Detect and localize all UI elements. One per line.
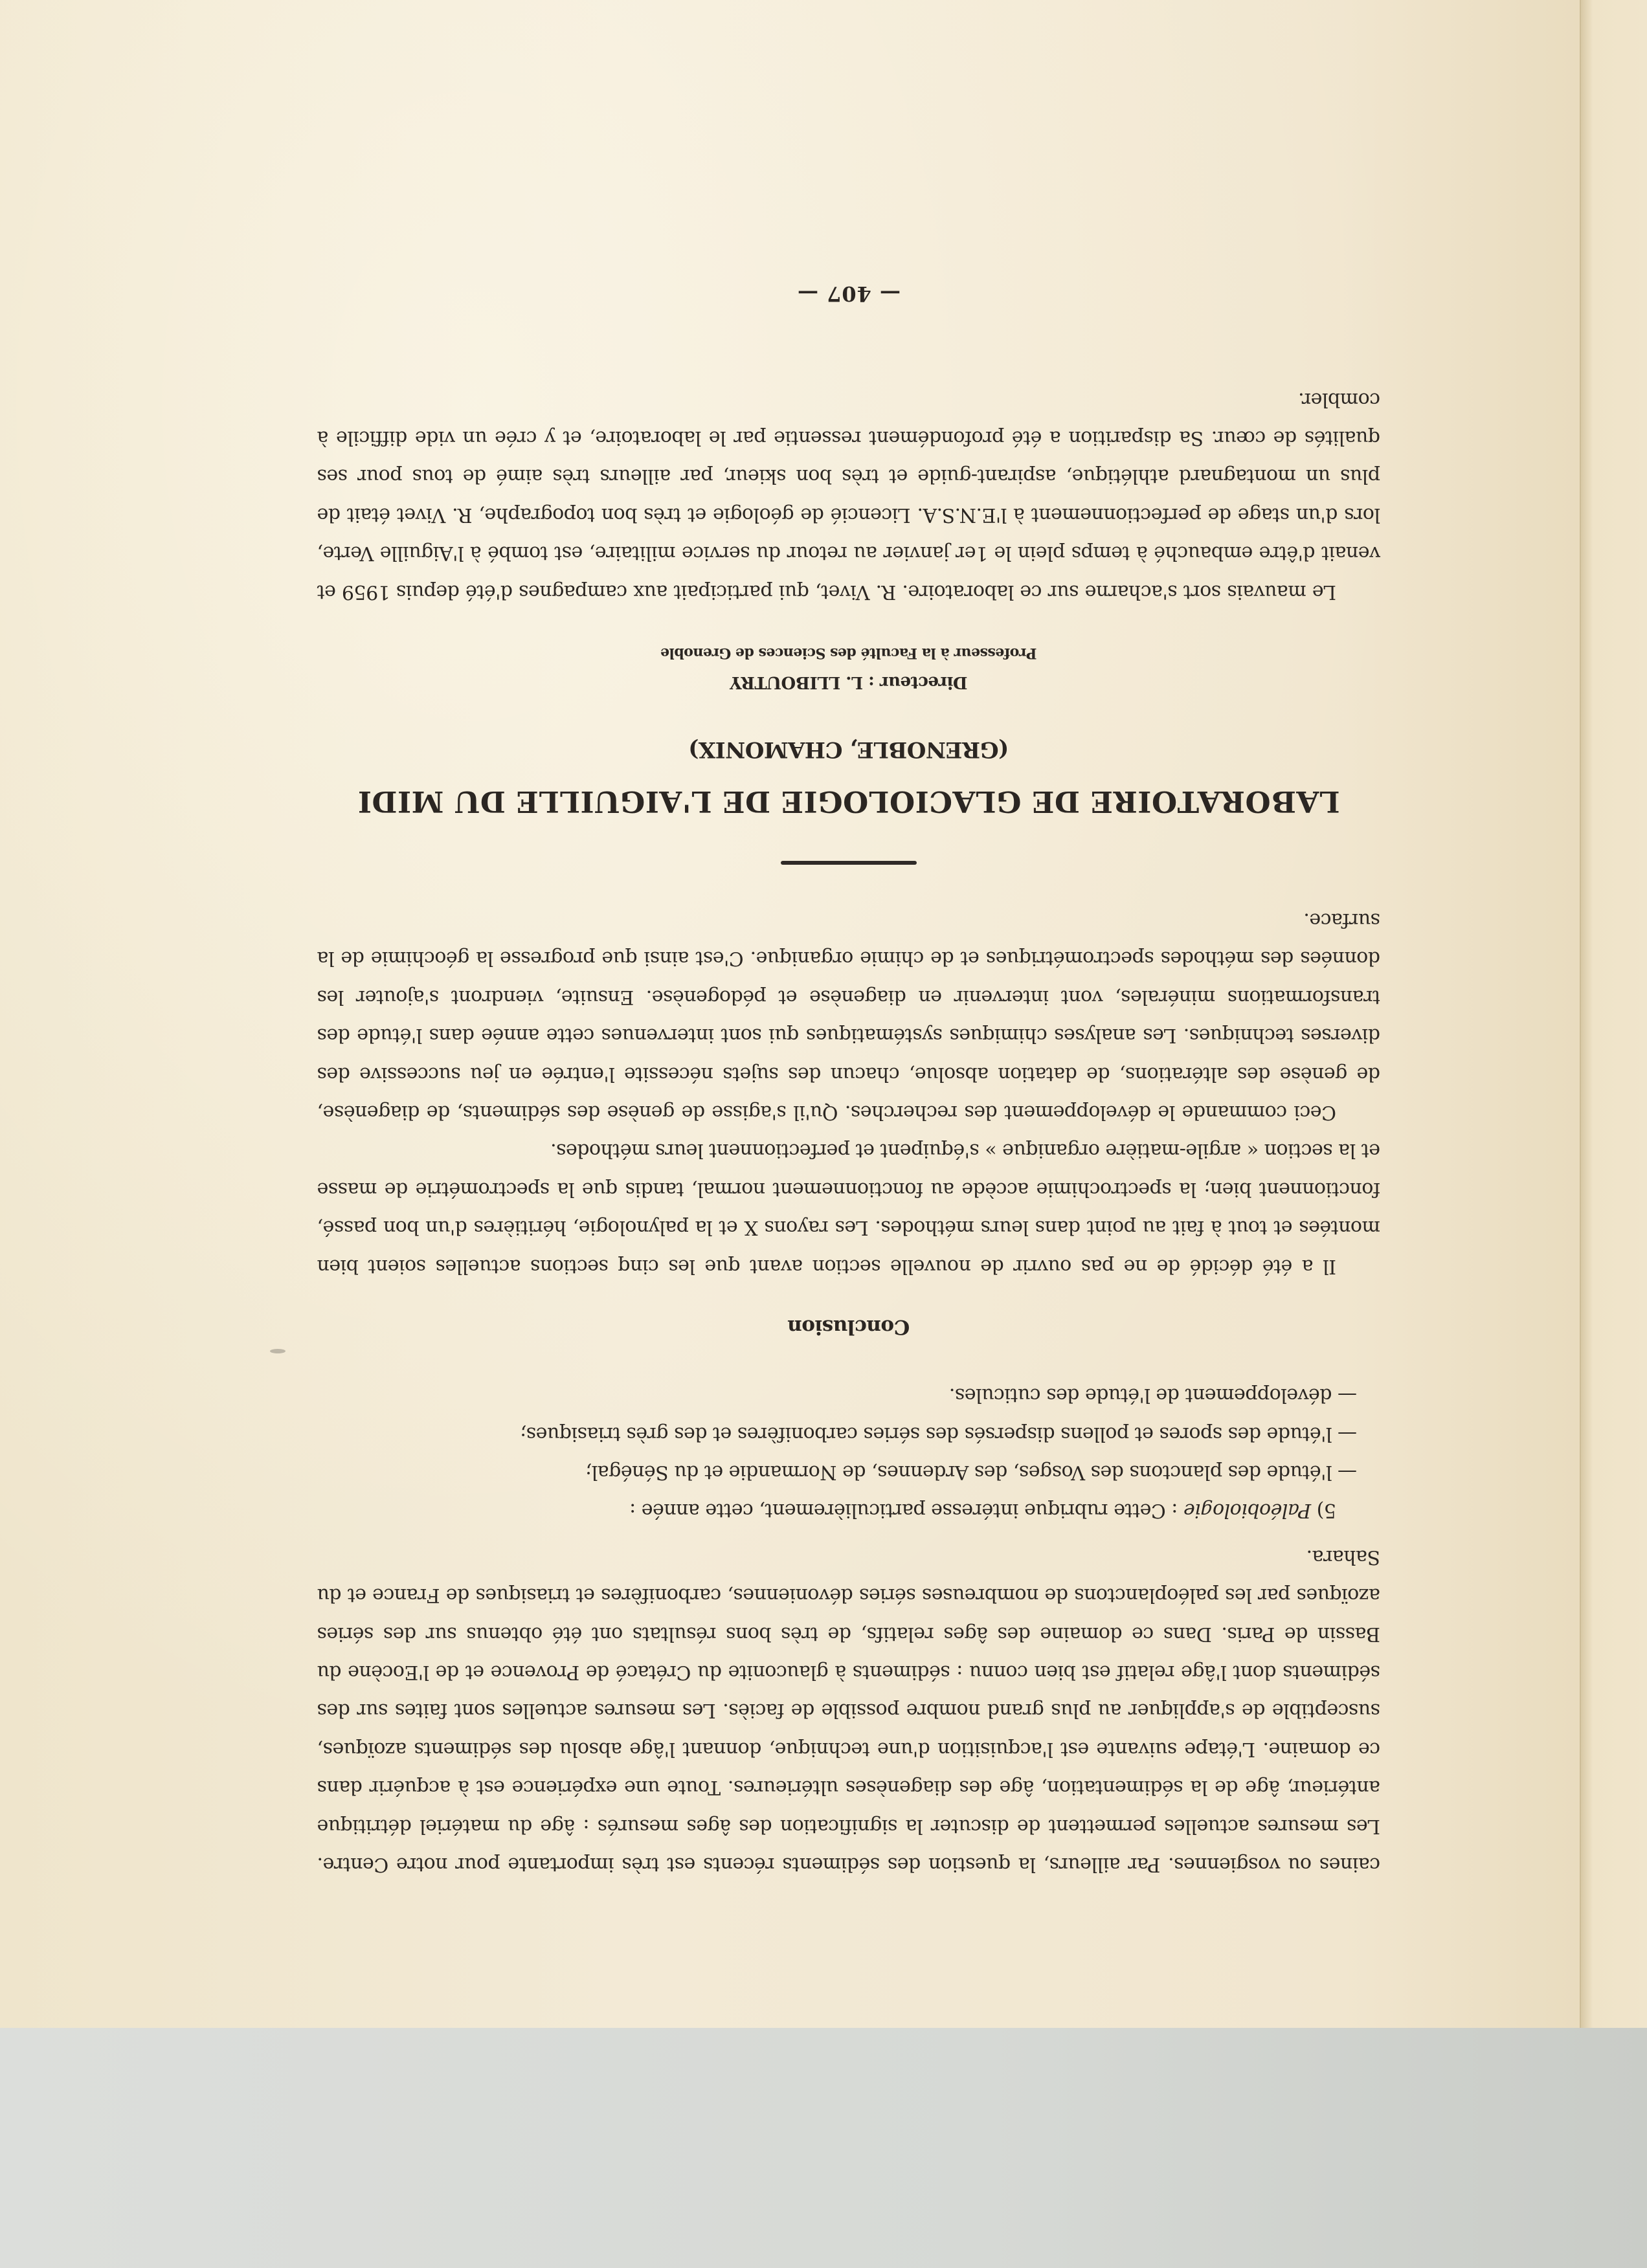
conclusion-paragraph: Il a été décidé de ne pas ouvrir de nouvelle section avant que les cinq sections actuelles soient bien montées et tout à fait au point dans leurs méthodes. Les rayons X et la palynologie, héritières d'un bon passé, fonctionnent bien; la spectrochimie accède au fonctionnement normal, tandis que la spectrométrie de masse et la section « argile-matière organique » s'équipent et perfectionnent leurs méthodes. <box>317 1139 1380 1278</box>
section-divider-rule <box>781 861 917 865</box>
spacer <box>317 1529 1380 1537</box>
bullet-item: — l'étude des spores et pollens dispersés des séries carbonifères et des grès triasiques; <box>520 1422 1357 1445</box>
laboratory-subtitle: (GRENOBLE, CHAMONIX) <box>688 736 1009 762</box>
adjacent-page-edge <box>1580 0 1647 2028</box>
item-5-number: 5) <box>1317 1499 1336 1522</box>
conclusion-paragraph: Ceci commande le développement des recherches. Qu'il s'agisse de genèse des sédiments, de diagenèse, de genèse des altérations, de datation absolue, chacun des sujets nécessite l'entrée en jeu successive des diverses techniques. Les analyses chimiques systématiques qui sont intervenues cette année dans l'étude des transformations minérales, vont intervenir en diagenèse et pédogenèse. Ensuite, viendront s'ajouter les données des méthodes spectrométriques et de chimie organique. C'est ainsi que progresse la géochimie de la surface. <box>317 909 1380 1124</box>
page-content-rotated <box>317 214 1380 1884</box>
item-5-paleobiologie <box>317 1491 1380 1529</box>
laboratory-title: LABORATOIRE DE GLACIOLOGIE DE L'AIGUILLE DU MIDI <box>357 784 1340 819</box>
item-5-label: Paléobiologie <box>1183 1499 1312 1522</box>
director-line: Directeur : L. LLIBOUTRY <box>730 672 968 692</box>
scanner-bed-background <box>0 2028 1647 2268</box>
bullet-item: — l'étude des planctons des Vosges, des Ardennes, de Normandie et du Sénégal; <box>585 1460 1357 1484</box>
bullet-item: — développement de l'étude des cuticules. <box>949 1384 1357 1407</box>
pencil-mark <box>270 1349 286 1353</box>
page-number: — 407 — <box>796 282 901 307</box>
item-5-intro: : Cette rubrique intéresse particulièrement, cette année : <box>629 1499 1184 1522</box>
laboratory-paragraph: Le mauvais sort s'acharne sur ce laboratoire. R. Vivet, qui participait aux campagnes d'été depuis 1959 et venait d'être embauché à temps plein le 1er janvier au retour du service militaire, est tombé à l'Aiguille Verte, lors d'un stage de perfectionnement à l'E.N.S.A. Licencié de géologie et très bon topographe, R. Vivet était de plus un montagnard athlétique, aspirant-guide et très bon skieur, par ailleurs très aimé de tous pour ses qualités de cœur. Sa disparition a été profondément ressentie par le laboratoire, et y crée un vide difficile à combler. <box>317 388 1380 603</box>
director-affiliation: Professeur à la Faculté des Sciences de Grenoble <box>660 644 1037 662</box>
paragraph-sediments-dating: caines ou vosgiennes. Par ailleurs, la question des sédiments récents est très importante pour notre Centre. Les mesures actuelles permettent de discuter la signification des âges mesurés : âge du matériel détritique antérieur, âge de la sédimentation, âge des diagenèses ultérieures. Toute une expérience est à acquérir dans ce domaine. L'étape suivante est l'acquisition d'une technique, donnant l'âge absolu des sédiments azoïques, susceptible de s'appliquer au plus grand nombre possible de faciès. Les mesures actuelles sont faites sur des sédiments dont l'âge relatif est bien connu : sédiments à glauconite du Crétacé de Provence et de l'Eocène du Bassin de Paris. Dans ce domaine des âges relatifs, de très bons résultats ont été obtenus sur des séries azoïques par les paléoplanctons de nombreuses séries dévoniennes, carbonifères et triasiques de France et du Sahara. <box>317 1545 1380 1876</box>
conclusion-heading: Conclusion <box>787 1315 910 1339</box>
